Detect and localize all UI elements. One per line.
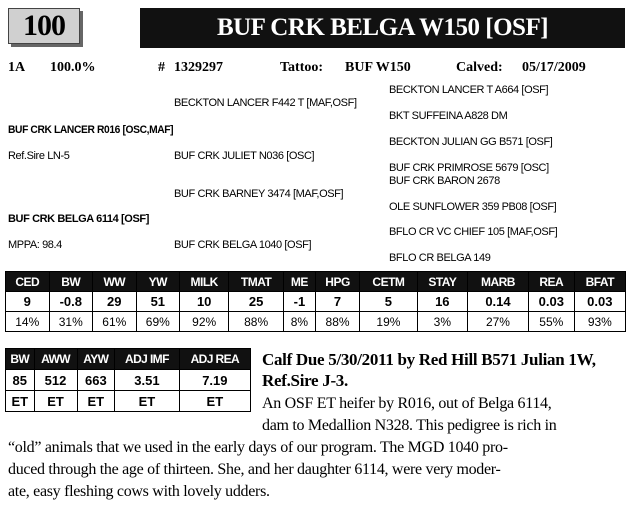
pedigree-sire-sire-sire: BECKTON LANCER T A664 [OSF]	[389, 84, 549, 96]
performance-value-cell: 663	[77, 370, 115, 391]
pedigree-dam: BUF CRK BELGA 6114 [OSF]	[8, 213, 149, 225]
epd-header-cell: MILK	[180, 272, 229, 292]
epd-values-row	[6, 292, 626, 312]
epd-percentile-cell: 92%	[180, 312, 229, 332]
epd-value-cell: 0.03	[574, 292, 625, 312]
percent-value: 100.0%	[50, 60, 96, 75]
calved-label: Calved:	[456, 60, 503, 75]
performance-values-row	[6, 370, 251, 391]
pedigree-sire: BUF CRK LANCER R016 [OSC,MAF]	[8, 124, 174, 136]
performance-ratio-cell: ET	[6, 391, 35, 412]
pedigree-sire-dam: BUF CRK JULIET N036 [OSC]	[174, 150, 315, 162]
performance-header-cell: ADJ IMF	[115, 349, 180, 370]
performance-ratio-cell: ET	[77, 391, 115, 412]
performance-header-cell: ADJ REA	[179, 349, 250, 370]
performance-header-cell: AYW	[77, 349, 115, 370]
performance-ratio-row	[6, 391, 251, 412]
epd-header-cell: ME	[283, 272, 315, 292]
tattoo-value: BUF W150	[345, 60, 411, 75]
epd-value-cell: 7	[315, 292, 359, 312]
calved-date: 05/17/2009	[522, 60, 586, 75]
epd-value-cell: -0.8	[49, 292, 93, 312]
epd-value-cell: 0.14	[468, 292, 529, 312]
lot-number-badge: 100	[8, 8, 80, 44]
reg-label: #	[158, 60, 165, 75]
epd-percentile-cell: 27%	[468, 312, 529, 332]
epd-value-cell: 25	[229, 292, 284, 312]
epd-value-cell: 29	[93, 292, 137, 312]
epd-header-cell: STAY	[417, 272, 467, 292]
epd-percentile-cell: 31%	[49, 312, 93, 332]
epd-percentile-cell: 88%	[315, 312, 359, 332]
performance-value-cell: 85	[6, 370, 35, 391]
epd-header-cell: HPG	[315, 272, 359, 292]
description-line-3: “old” animals that we used in the early days of our program. The MGD 1040 pro-	[8, 439, 508, 456]
pedigree-sire-sire-dam: BKT SUFFEINA A828 DM	[389, 110, 508, 122]
epd-value-cell: 10	[180, 292, 229, 312]
epd-percentile-cell: 69%	[136, 312, 180, 332]
pedigree-sire-sire: BECKTON LANCER F442 T [MAF,OSF]	[174, 97, 357, 109]
epd-header-row	[6, 272, 626, 292]
description-line-4: duced through the age of thirteen. She, and her daughter 6114, were very moder-	[8, 461, 501, 478]
pedigree-dam-dam: BUF CRK BELGA 1040 [OSF]	[174, 239, 312, 251]
epd-header-cell: MARB	[468, 272, 529, 292]
performance-header-cell: BW	[6, 349, 35, 370]
tattoo-label: Tattoo:	[280, 60, 324, 75]
calf-due-heading: Calf Due 5/30/2011 by Red Hill B571 Julian 1W, Ref.Sire J-3.	[262, 350, 596, 390]
epd-value-cell: 51	[136, 292, 180, 312]
section-code: 1A	[8, 60, 26, 75]
pedigree-dam-dam-dam: BFLO CR BELGA 149	[389, 252, 491, 264]
performance-table	[5, 348, 251, 412]
epd-percentile-row	[6, 312, 626, 332]
epd-header-cell: CETM	[360, 272, 417, 292]
epd-header-cell: WW	[93, 272, 137, 292]
epd-value-cell: 9	[6, 292, 50, 312]
performance-header-cell: AWW	[34, 349, 77, 370]
performance-value-cell: 512	[34, 370, 77, 391]
epd-header-cell: REA	[528, 272, 574, 292]
pedigree-sire-dam-dam: BUF CRK PRIMROSE 5679 [OSC]	[389, 162, 549, 174]
epd-header-cell: BW	[49, 272, 93, 292]
pedigree-dam-sire: BUF CRK BARNEY 3474 [MAF,OSF]	[174, 188, 344, 200]
epd-table	[5, 271, 626, 332]
description-line-1: An OSF ET heifer by R016, out of Belga 6114,	[262, 395, 552, 412]
performance-value-cell: 7.19	[179, 370, 250, 391]
epd-percentile-cell: 61%	[93, 312, 137, 332]
epd-percentile-cell: 8%	[283, 312, 315, 332]
pedigree-mppa: MPPA: 98.4	[8, 239, 62, 251]
description-line-2: dam to Medallion N328. This pedigree is rich in	[262, 417, 557, 434]
pedigree-sire-dam-sire: BECKTON JULIAN GG B571 [OSF]	[389, 136, 553, 148]
epd-value-cell: 16	[417, 292, 467, 312]
performance-ratio-cell: ET	[34, 391, 77, 412]
description-line-5: ate, easy fleshing cows with lovely udders.	[8, 483, 270, 500]
epd-percentile-cell: 14%	[6, 312, 50, 332]
epd-value-cell: 5	[360, 292, 417, 312]
animal-name-title: BUF CRK BELGA W150 [OSF]	[140, 8, 625, 48]
epd-percentile-cell: 19%	[360, 312, 417, 332]
epd-percentile-cell: 93%	[574, 312, 625, 332]
epd-value-cell: 0.03	[528, 292, 574, 312]
epd-header-cell: CED	[6, 272, 50, 292]
performance-value-cell: 3.51	[115, 370, 180, 391]
registration-number: 1329297	[174, 60, 223, 75]
performance-ratio-cell: ET	[115, 391, 180, 412]
epd-percentile-cell: 88%	[229, 312, 284, 332]
pedigree-dam-sire-sire: BUF CRK BARON 2678	[389, 175, 500, 187]
epd-value-cell: -1	[283, 292, 315, 312]
pedigree-dam-dam-sire: BFLO CR VC CHIEF 105 [MAF,OSF]	[389, 226, 558, 238]
epd-percentile-cell: 55%	[528, 312, 574, 332]
epd-percentile-cell: 3%	[417, 312, 467, 332]
performance-ratio-cell: ET	[179, 391, 250, 412]
pedigree-dam-sire-dam: OLE SUNFLOWER 359 PB08 [OSF]	[389, 201, 557, 213]
epd-header-cell: YW	[136, 272, 180, 292]
epd-header-cell: TMAT	[229, 272, 284, 292]
performance-header-row	[6, 349, 251, 370]
epd-header-cell: BFAT	[574, 272, 625, 292]
pedigree-ref-sire: Ref.Sire LN-5	[8, 150, 70, 162]
